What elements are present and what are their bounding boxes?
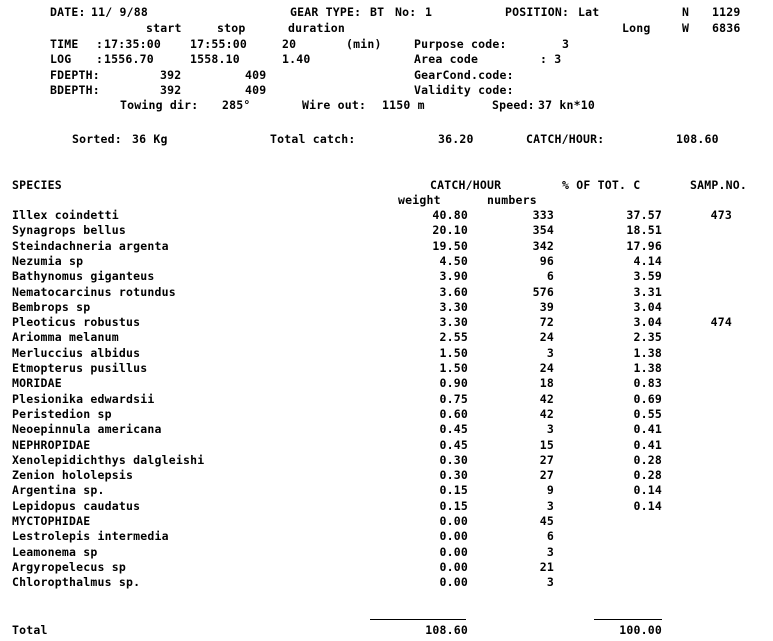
- species-header: SPECIES: [12, 178, 62, 192]
- pct-value: 2.35: [633, 330, 662, 344]
- weight-value: 3.30: [439, 300, 468, 314]
- numbers-value: 72: [539, 315, 554, 329]
- weight-value: 2.55: [439, 330, 468, 344]
- species-name: Nematocarcinus rotundus: [12, 285, 176, 299]
- towing-dir-value: 285°: [222, 98, 251, 112]
- weight-header: weight: [398, 193, 441, 207]
- sorted-label: Sorted:: [72, 132, 122, 146]
- numbers-value: 18: [539, 376, 554, 390]
- pct-value: 18.51: [626, 223, 662, 237]
- weight-value: 0.00: [439, 560, 468, 574]
- area-code-value: : 3: [540, 52, 562, 66]
- weight-value: 0.00: [439, 529, 468, 543]
- weight-value: 1.50: [439, 346, 468, 360]
- towing-dir-label: Towing dir:: [120, 98, 199, 112]
- numbers-value: 333: [532, 208, 554, 222]
- pct-value: 1.38: [633, 346, 662, 360]
- numbers-value: 24: [539, 330, 554, 344]
- bdepth-label: BDEPTH:: [50, 83, 100, 97]
- total-catch-label: Total catch:: [270, 132, 356, 146]
- weight-value: 0.75: [439, 392, 468, 406]
- pct-value: 0.41: [633, 422, 662, 436]
- numbers-value: 3: [546, 499, 554, 513]
- numbers-value: 3: [546, 545, 554, 559]
- numbers-value: 6: [546, 269, 554, 283]
- weight-value: 0.15: [439, 499, 468, 513]
- species-name: NEPHROPIDAE: [12, 438, 91, 452]
- pct-value: 3.31: [633, 285, 662, 299]
- col-stop-header: stop: [217, 21, 246, 35]
- pct-value: 0.14: [633, 483, 662, 497]
- log-label: LOG: [50, 52, 72, 66]
- total-catch-value: 36.20: [438, 132, 474, 146]
- weight-value: 4.50: [439, 254, 468, 268]
- species-name: Merluccius albidus: [12, 346, 141, 360]
- pct-value: 0.28: [633, 453, 662, 467]
- pct-value: 0.69: [633, 392, 662, 406]
- total-pct: 100.00: [619, 623, 662, 637]
- gear-type-value: BT: [370, 5, 385, 19]
- long-label: Long: [622, 21, 651, 35]
- species-name: Pleoticus robustus: [12, 315, 141, 329]
- catch-hour-header: CATCH/HOUR: [430, 178, 502, 192]
- validity-code-label: Validity code:: [414, 83, 514, 97]
- species-name: Argentina sp.: [12, 483, 105, 497]
- bdepth-stop: 409: [245, 83, 267, 97]
- weight-total-rule: [370, 619, 466, 620]
- date-value: 11/ 9/88: [91, 5, 148, 19]
- species-name: Steindachneria argenta: [12, 239, 169, 253]
- species-name: MYCTOPHIDAE: [12, 514, 91, 528]
- pct-value: 0.83: [633, 376, 662, 390]
- numbers-value: 354: [532, 223, 554, 237]
- species-name: Leamonema sp: [12, 545, 98, 559]
- weight-value: 1.50: [439, 361, 468, 375]
- col-duration-header: duration: [288, 21, 345, 35]
- pct-value: 0.41: [633, 438, 662, 452]
- total-weight: 108.60: [425, 623, 468, 637]
- area-code-label: Area code: [414, 52, 479, 66]
- time-unit: (min): [346, 37, 382, 51]
- numbers-value: 9: [546, 483, 554, 497]
- fdepth-label: FDEPTH:: [50, 68, 100, 82]
- weight-value: 0.60: [439, 407, 468, 421]
- species-name: Synagrops bellus: [12, 223, 126, 237]
- gear-type-label: GEAR TYPE:: [290, 5, 362, 19]
- wire-out-value: 1150 m: [382, 98, 425, 112]
- weight-value: 20.10: [432, 223, 468, 237]
- species-name: Xenolepidichthys dalgleishi: [12, 453, 205, 467]
- pct-total-rule: [594, 619, 662, 620]
- numbers-value: 6: [546, 529, 554, 543]
- time-label: TIME: [50, 37, 79, 51]
- species-name: MORIDAE: [12, 376, 62, 390]
- speed-label: Speed:: [492, 98, 535, 112]
- numbers-value: 27: [539, 468, 554, 482]
- pct-value: 4.14: [633, 254, 662, 268]
- weight-value: 0.15: [439, 483, 468, 497]
- weight-value: 3.30: [439, 315, 468, 329]
- weight-value: 0.45: [439, 422, 468, 436]
- species-name: Lepidopus caudatus: [12, 499, 141, 513]
- long-value: 6836: [712, 21, 741, 35]
- pct-value: 17.96: [626, 239, 662, 253]
- pct-value: 1.38: [633, 361, 662, 375]
- numbers-header: numbers: [487, 193, 537, 207]
- catch-hour-value: 108.60: [676, 132, 719, 146]
- long-hemisphere: W: [682, 21, 690, 35]
- weight-value: 0.90: [439, 376, 468, 390]
- species-name: Bembrops sp: [12, 300, 91, 314]
- pct-value: 37.57: [626, 208, 662, 222]
- numbers-value: 96: [539, 254, 554, 268]
- purpose-code-value: 3: [562, 37, 570, 51]
- numbers-value: 3: [546, 346, 554, 360]
- log-duration: 1.40: [282, 52, 311, 66]
- purpose-code-label: Purpose code:: [414, 37, 507, 51]
- pct-of-total-header: % OF TOT. C: [562, 178, 641, 192]
- time-start: 17:35:00: [104, 37, 161, 51]
- speed-value: 37 kn*10: [538, 98, 595, 112]
- sorted-value: 36 Kg: [132, 132, 168, 146]
- species-name: Lestrolepis intermedia: [12, 529, 169, 543]
- species-name: Neoepinnula americana: [12, 422, 162, 436]
- log-stop: 1558.10: [190, 52, 240, 66]
- no-label: No:: [395, 5, 417, 19]
- log-start: 1556.70: [104, 52, 154, 66]
- pct-value: 3.04: [633, 300, 662, 314]
- bdepth-start: 392: [160, 83, 182, 97]
- time-duration: 20: [282, 37, 297, 51]
- fdepth-stop: 409: [245, 68, 267, 82]
- weight-value: 0.00: [439, 575, 468, 589]
- species-name: Illex coindetti: [12, 208, 119, 222]
- species-name: Nezumia sp: [12, 254, 84, 268]
- fdepth-start: 392: [160, 68, 182, 82]
- pct-value: 3.59: [633, 269, 662, 283]
- weight-value: 3.90: [439, 269, 468, 283]
- species-name: Bathynomus giganteus: [12, 269, 155, 283]
- numbers-value: 42: [539, 392, 554, 406]
- lat-value: 1129: [712, 5, 741, 19]
- pct-value: 0.55: [633, 407, 662, 421]
- position-label: POSITION:: [505, 5, 570, 19]
- sample-number: 474: [710, 315, 732, 329]
- weight-value: 0.30: [439, 468, 468, 482]
- sample-number: 473: [710, 208, 732, 222]
- col-start-header: start: [146, 21, 182, 35]
- numbers-value: 42: [539, 407, 554, 421]
- total-label: Total: [12, 623, 48, 637]
- weight-value: 0.00: [439, 514, 468, 528]
- species-name: Argyropelecus sp: [12, 560, 126, 574]
- gear-cond-label: GearCond.code:: [414, 68, 514, 82]
- species-name: Ariomma melanum: [12, 330, 119, 344]
- numbers-value: 21: [539, 560, 554, 574]
- lat-hemisphere: N: [682, 5, 690, 19]
- date-label: DATE:: [50, 5, 86, 19]
- weight-value: 0.00: [439, 545, 468, 559]
- weight-value: 19.50: [432, 239, 468, 253]
- numbers-value: 15: [539, 438, 554, 452]
- weight-value: 3.60: [439, 285, 468, 299]
- no-value: 1: [425, 5, 433, 19]
- numbers-value: 39: [539, 300, 554, 314]
- numbers-value: 342: [532, 239, 554, 253]
- numbers-value: 24: [539, 361, 554, 375]
- species-name: Chloropthalmus sp.: [12, 575, 141, 589]
- numbers-value: 27: [539, 453, 554, 467]
- pct-value: 0.14: [633, 499, 662, 513]
- catch-hour-label: CATCH/HOUR:: [526, 132, 605, 146]
- weight-value: 0.45: [439, 438, 468, 452]
- species-name: Plesionika edwardsii: [12, 392, 155, 406]
- species-name: Peristedion sp: [12, 407, 112, 421]
- species-name: Zenion hololepsis: [12, 468, 134, 482]
- weight-value: 40.80: [432, 208, 468, 222]
- numbers-value: 3: [546, 575, 554, 589]
- numbers-value: 45: [539, 514, 554, 528]
- pct-value: 3.04: [633, 315, 662, 329]
- pct-value: 0.28: [633, 468, 662, 482]
- numbers-value: 3: [546, 422, 554, 436]
- weight-value: 0.30: [439, 453, 468, 467]
- time-stop: 17:55:00: [190, 37, 247, 51]
- species-name: Etmopterus pusillus: [12, 361, 148, 375]
- numbers-value: 576: [532, 285, 554, 299]
- wire-out-label: Wire out:: [302, 98, 367, 112]
- lat-label: Lat: [578, 5, 600, 19]
- sample-number-header: SAMP.NO.: [690, 178, 747, 192]
